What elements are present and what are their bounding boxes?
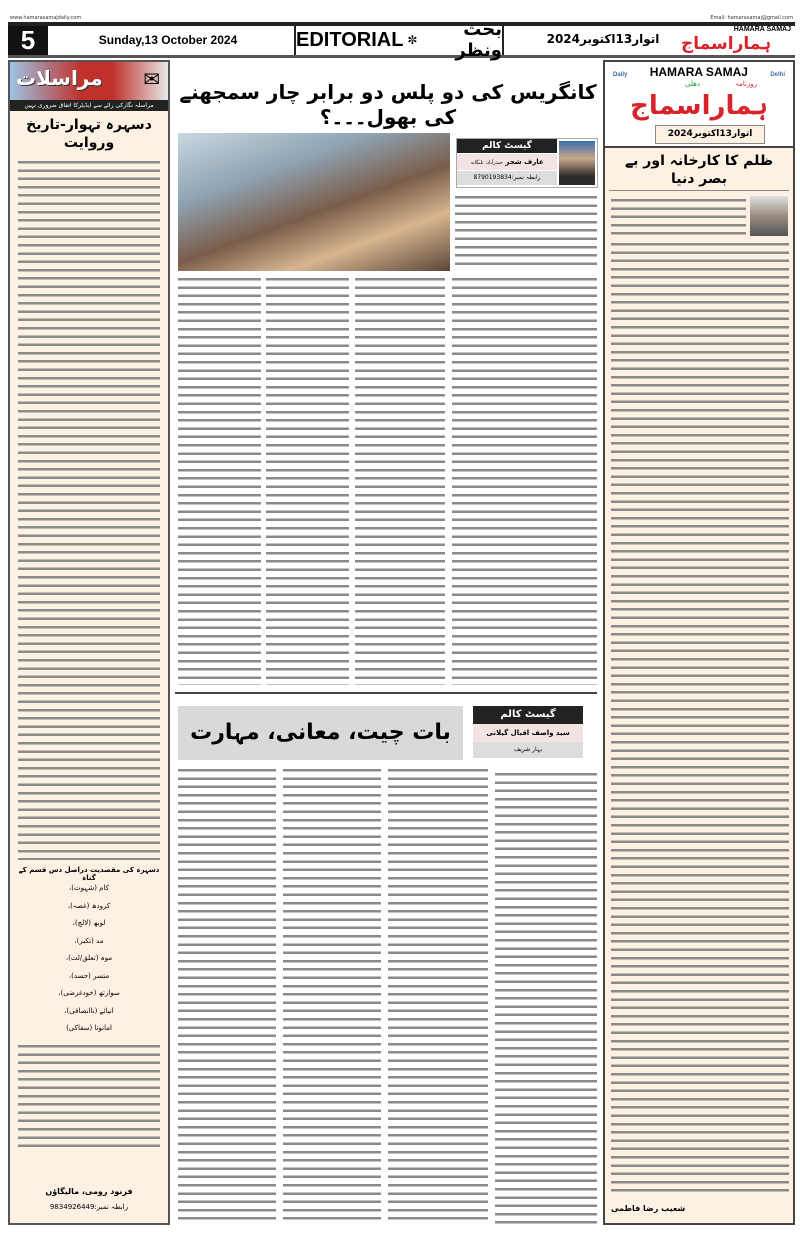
guest-column-box [456,138,598,188]
guest-column-box-2 [473,706,583,760]
list-item: امانوتا (سفاکی) [66,1024,112,1032]
letter-body-text [18,158,160,860]
section-title-english: EDITORIAL [296,28,404,51]
masthead-daily: Daily [613,72,628,78]
list-item: انیائے (ناانصافی)، [64,1006,114,1015]
article2-body-col [388,766,488,1225]
article1-phone: رابطہ نمبر:8790193834 [457,171,557,185]
masthead-name-urdu: ہماراسماج [630,91,768,121]
section-title-urdu: بحث ونظر [455,19,502,61]
article1-author: عارف شجر [505,158,544,166]
article1-body-col [452,275,597,685]
flower-ornament-icon: ✼ [407,33,418,47]
sins-list [14,880,164,1038]
email-address[interactable]: Email: hamarasamaj@gmail.com [710,15,793,21]
letter-subhead: دسہرہ کی مقصدیت دراصل دس قسم کے گناہ [18,866,160,882]
letters-column [8,60,170,1225]
list-item: سوارتھ (خودغرضی)، [58,989,120,997]
article2-headline: بات چیت، معانی، مہارت [178,706,463,760]
article1-headline: کانگریس کی دو پلس دو برابر چار سمجھنے کی بھول۔۔۔؟ [179,80,597,129]
author-photo [559,141,595,185]
article1-body-col [178,275,261,685]
sidebar-author: شعیب رضا فاطمی [611,1204,686,1213]
guest-column-label: گیسٹ کالم [457,139,557,153]
date-english: Sunday,13 October 2024 [98,33,238,47]
header-logo-english: HAMARA SAMAJ [733,26,791,33]
page-number: 5 [8,26,48,55]
divider [175,692,597,694]
list-item: کرودھ (غصہ)، [67,901,111,910]
letter-author: فرنود رومی، مالیگاؤں [45,1187,133,1196]
article1-body-col [355,275,445,685]
list-item: لوبھ (لالچ)، [72,919,106,927]
article1-body-col [266,275,349,685]
page-header-bar [8,15,795,61]
header-logo-urdu: ہماراسماج [681,34,772,54]
sidebar-body-text [611,196,746,236]
header-logo [681,26,791,54]
article2-body-col [495,770,597,1225]
masthead-logo [605,62,793,148]
list-item: متسر (حسد)، [68,971,110,980]
letter-body-text-end [18,1042,160,1152]
article1-body-text [455,193,597,268]
masthead-dehli: دھلی [685,80,700,88]
letter-headline: دسہرہ تہوار-تاریخ وروایت [26,117,152,151]
website-url[interactable]: www.hamarasamajdaily.com [10,15,82,21]
article2-body-col [178,766,276,1225]
envelope-pen-icon: ✉ [143,67,160,91]
sidebar-body-text [611,240,789,1192]
article2-location: بہار شریف [473,742,583,758]
masthead-city: Delhi [770,72,785,78]
sidebar-author-photo [750,196,788,236]
letters-disclaimer: مراسلہ نگارکی رائے سے ایڈیٹرکا اتفاق ضروری نہیں [10,100,168,111]
letters-banner-title: مراسلات [16,66,103,90]
date-urdu: اتوار13اکتوبر2024 [546,32,660,46]
article1-author-line [457,154,557,170]
section-title [294,19,504,61]
masthead-name-english: HAMARA SAMAJ [649,65,748,79]
article1-photo [178,133,450,271]
article2-body-col [283,766,381,1225]
article1-location: حیدرآباد، تلنگانہ [470,160,503,166]
article2-author: سید واصف اقبال گیلانی [473,724,583,742]
list-item: موہ (تعلق/لت)، [65,954,113,962]
list-item: کام (شہوت)، [69,884,109,892]
sidebar-column [603,60,795,1225]
masthead-roznama: روزنامہ [735,80,758,88]
guest-column-label: گیسٹ کالم [473,706,583,724]
letters-banner-image [10,62,168,100]
masthead-date: اتوار13اکتوبر2024 [655,125,765,144]
letter-author-phone: رابطہ نمبر:9834926449 [49,1203,129,1211]
list-item: مد (تکبر)، [74,936,104,945]
sidebar-headline: ظلم کا کارخانہ اور بے بصر دنیا [609,152,789,191]
